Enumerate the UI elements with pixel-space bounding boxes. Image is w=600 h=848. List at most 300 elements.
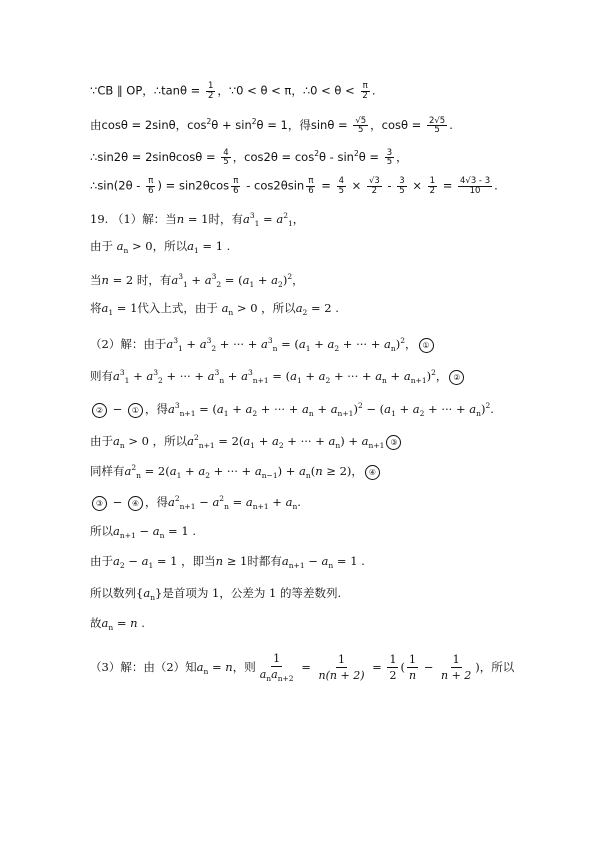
text: . bbox=[449, 118, 453, 132]
numerator: 3 bbox=[386, 147, 393, 158]
subscript: n bbox=[476, 409, 481, 418]
denominator: n + 2 bbox=[441, 669, 472, 683]
text: = 1 ，即当 bbox=[153, 554, 216, 568]
var: a bbox=[167, 495, 175, 509]
text: = bbox=[297, 659, 315, 674]
text: > 0，所以 bbox=[128, 239, 188, 253]
text: − bbox=[109, 402, 126, 416]
text: = 2( bbox=[214, 434, 244, 448]
var: a bbox=[204, 273, 212, 287]
fraction bbox=[439, 654, 473, 681]
text: ) bbox=[282, 273, 288, 287]
subscript: 2 bbox=[216, 280, 222, 289]
var: a bbox=[241, 369, 248, 383]
fraction bbox=[367, 177, 382, 195]
text: + bbox=[129, 369, 147, 383]
fraction bbox=[206, 82, 215, 100]
text: = bbox=[228, 495, 246, 509]
subscript: n−1 bbox=[261, 471, 278, 480]
subscript: 2 bbox=[278, 441, 284, 450]
var: a bbox=[113, 434, 120, 448]
text: 将 bbox=[90, 301, 102, 315]
var: a bbox=[216, 402, 224, 416]
numerator: π bbox=[308, 176, 314, 186]
subscript: 1 bbox=[124, 376, 130, 385]
subscript: 1 bbox=[148, 561, 154, 570]
var: a bbox=[116, 239, 124, 253]
subscript: 2 bbox=[205, 471, 210, 480]
subscript: n bbox=[390, 344, 396, 353]
var: a bbox=[272, 434, 279, 448]
exponent: 2 bbox=[283, 211, 288, 220]
var: a bbox=[328, 434, 336, 448]
exponent: 2 bbox=[357, 401, 363, 410]
exponent: 3 bbox=[249, 211, 255, 220]
text: + bbox=[181, 464, 199, 478]
text: = 2 时，有 bbox=[108, 273, 172, 287]
text: + bbox=[228, 402, 246, 416]
exponent: 2 bbox=[251, 117, 257, 126]
text: θ + sin bbox=[211, 118, 252, 132]
text: = bbox=[439, 178, 456, 193]
fraction bbox=[317, 654, 367, 681]
text: − bbox=[109, 495, 126, 509]
subscript: n+1 bbox=[179, 409, 196, 418]
var: a bbox=[245, 402, 253, 416]
fraction bbox=[428, 177, 437, 195]
exponent: 3 bbox=[267, 336, 273, 345]
denominator: 5 bbox=[223, 157, 229, 167]
exponent: 3 bbox=[178, 272, 183, 281]
var: a bbox=[187, 434, 194, 448]
exponent: 3 bbox=[247, 368, 253, 377]
var: a bbox=[299, 464, 306, 478]
text: )，所以 bbox=[475, 659, 515, 674]
subscript: 1 bbox=[177, 344, 183, 353]
subscript: 1 bbox=[287, 219, 293, 228]
text: 所以数列 bbox=[90, 586, 136, 600]
fraction bbox=[385, 149, 394, 167]
subscript: n+1 bbox=[179, 502, 196, 511]
text: . bbox=[297, 495, 301, 509]
exponent: 3 bbox=[119, 368, 125, 377]
denominator: 5 bbox=[399, 185, 405, 196]
fraction bbox=[458, 177, 492, 195]
text: ，得 bbox=[144, 402, 168, 416]
line-7 bbox=[90, 269, 304, 293]
var: a bbox=[146, 369, 154, 383]
subscript: 1 bbox=[182, 280, 188, 289]
subscript: 2 bbox=[211, 344, 217, 353]
subscript: n+1 bbox=[198, 441, 215, 450]
numerator: 1 bbox=[389, 653, 397, 667]
numerator: 1 bbox=[207, 81, 214, 91]
var: a bbox=[318, 369, 326, 383]
subscript: 2 bbox=[419, 409, 425, 418]
numerator: 4√3 - 3 bbox=[460, 176, 491, 186]
text: ) bbox=[353, 402, 358, 416]
exponent: 2 bbox=[174, 494, 180, 503]
subscript: 1 bbox=[305, 344, 311, 353]
line-16 bbox=[90, 553, 365, 574]
text: 由于 bbox=[90, 434, 113, 448]
subscript: 2 bbox=[158, 376, 163, 385]
denominator: 5 bbox=[358, 125, 364, 135]
text: − bbox=[420, 659, 437, 674]
text: ，∵0 < θ < π，∴0 < θ < bbox=[217, 83, 359, 98]
text: − bbox=[135, 524, 153, 538]
fraction bbox=[397, 177, 406, 195]
var: a bbox=[243, 434, 251, 448]
brace: } bbox=[155, 586, 163, 600]
var: a bbox=[113, 524, 120, 538]
text: > 0 ，所以 bbox=[233, 301, 296, 315]
text: . bbox=[371, 83, 376, 98]
text: + ··· + bbox=[209, 464, 255, 478]
var: a bbox=[412, 402, 420, 416]
text: − ( bbox=[362, 402, 385, 416]
numerator: π bbox=[233, 176, 239, 186]
text: 同样有 bbox=[90, 464, 125, 478]
subscript: 1 bbox=[108, 308, 114, 317]
subscript: n bbox=[308, 409, 314, 418]
exponent: 2 bbox=[353, 149, 359, 158]
text: ， bbox=[396, 150, 408, 164]
var: a bbox=[281, 554, 289, 568]
subscript: 2 bbox=[278, 280, 283, 289]
numerator: π bbox=[148, 176, 154, 186]
text: + bbox=[187, 273, 205, 287]
subscript: n bbox=[119, 441, 125, 450]
line-19 bbox=[90, 653, 514, 683]
text: ( bbox=[310, 464, 316, 478]
var: a bbox=[221, 301, 229, 315]
var: a bbox=[261, 337, 268, 351]
var: a bbox=[169, 464, 177, 478]
text: ) + bbox=[277, 464, 300, 478]
text: − bbox=[304, 554, 322, 568]
text: - cos2θsin bbox=[242, 178, 305, 193]
text: = ( bbox=[277, 337, 299, 351]
text: + ··· + bbox=[330, 369, 376, 383]
subscript: n bbox=[266, 674, 272, 683]
text: × bbox=[408, 178, 426, 193]
var: a bbox=[271, 273, 279, 287]
text: = 2 . bbox=[307, 301, 339, 315]
subscript: n bbox=[108, 623, 114, 632]
subscript: n bbox=[335, 441, 341, 450]
var: a bbox=[254, 464, 262, 478]
exponent: 2 bbox=[485, 401, 491, 410]
exponent: 3 bbox=[174, 401, 180, 410]
var: n bbox=[225, 659, 233, 674]
fraction bbox=[353, 117, 368, 135]
text: （3）解：由（2）知 bbox=[90, 659, 197, 674]
text: ， bbox=[292, 212, 305, 226]
var: a bbox=[271, 668, 278, 681]
subscript: n bbox=[272, 344, 278, 353]
exponent: 2 bbox=[131, 463, 137, 472]
text: 故 bbox=[90, 616, 102, 630]
text: + bbox=[255, 434, 272, 448]
var: a bbox=[298, 337, 306, 351]
var: a bbox=[361, 434, 369, 448]
var: a bbox=[167, 402, 175, 416]
subscript: 2 bbox=[119, 561, 125, 570]
fraction bbox=[258, 653, 296, 683]
text: ， bbox=[435, 369, 448, 383]
text: + bbox=[386, 369, 404, 383]
subscript: n bbox=[219, 376, 225, 385]
var: a bbox=[101, 301, 109, 315]
line-17 bbox=[90, 585, 341, 606]
text: > 0 ，所以 bbox=[124, 434, 188, 448]
var: n bbox=[315, 464, 323, 478]
text: + ··· + bbox=[424, 402, 470, 416]
numerator: 1 bbox=[409, 653, 416, 667]
var: n bbox=[215, 554, 224, 568]
var: a bbox=[113, 369, 120, 383]
denominator: n(n + 2) bbox=[318, 669, 365, 683]
denominator: 6 bbox=[308, 185, 314, 196]
text: = bbox=[208, 659, 226, 674]
exponent: 2 bbox=[219, 494, 225, 503]
denominator: 5 bbox=[338, 185, 344, 196]
line-13 bbox=[90, 460, 382, 484]
var: n bbox=[130, 616, 138, 630]
var: n bbox=[101, 273, 109, 287]
text: + ··· + bbox=[257, 402, 303, 416]
line-14 bbox=[90, 491, 301, 515]
line-11 bbox=[90, 398, 494, 422]
circled-number: ③ bbox=[92, 496, 107, 511]
text: = 1 . bbox=[164, 524, 196, 538]
text: + bbox=[254, 273, 272, 287]
line-2 bbox=[90, 114, 453, 135]
var: a bbox=[384, 337, 391, 351]
subscript: 1 bbox=[176, 471, 182, 480]
exponent: 3 bbox=[153, 368, 159, 377]
var: a bbox=[152, 524, 160, 538]
brace: { bbox=[136, 586, 144, 600]
text: ( bbox=[400, 659, 405, 674]
fraction bbox=[221, 149, 230, 167]
var: a bbox=[242, 212, 250, 226]
subscript: 1 bbox=[254, 219, 260, 228]
subscript: 2 bbox=[334, 344, 340, 353]
text: 由cosθ = 2sinθ，cos bbox=[90, 118, 207, 132]
text: 19. （1）解：当 bbox=[90, 212, 177, 226]
fraction bbox=[407, 654, 418, 681]
subscript: n+1 bbox=[410, 376, 427, 385]
denominator: 2 bbox=[389, 669, 397, 683]
subscript: 1 bbox=[193, 246, 199, 255]
text: ≥ 1时都有 bbox=[223, 554, 282, 568]
numerator: 1 bbox=[273, 652, 281, 665]
var: a bbox=[327, 337, 335, 351]
circled-number: ③ bbox=[386, 435, 401, 450]
var: a bbox=[330, 402, 338, 416]
subscript: n+1 bbox=[337, 409, 354, 418]
text: . bbox=[490, 402, 494, 416]
text: + ··· + bbox=[216, 337, 261, 351]
line-15 bbox=[90, 523, 196, 544]
var: a bbox=[141, 554, 149, 568]
var: a bbox=[245, 495, 253, 509]
line-6 bbox=[90, 238, 230, 259]
exponent: 3 bbox=[173, 336, 178, 345]
text: − bbox=[195, 495, 213, 509]
text: ， bbox=[292, 273, 304, 287]
denominator: 5 bbox=[434, 125, 440, 135]
text: × bbox=[348, 178, 365, 193]
subscript: n+1 bbox=[252, 376, 269, 385]
text: ∵CB ∥ OP，∴tanθ = bbox=[90, 83, 204, 98]
text: + bbox=[182, 337, 200, 351]
var: a bbox=[242, 273, 250, 287]
text: θ = 1，得sinθ = bbox=[256, 118, 352, 132]
var: a bbox=[302, 402, 309, 416]
var: a bbox=[403, 369, 411, 383]
circled-number: ④ bbox=[128, 496, 143, 511]
line-9 bbox=[90, 333, 436, 357]
exponent: 2 bbox=[400, 336, 406, 345]
text: + bbox=[395, 402, 413, 416]
fraction bbox=[306, 177, 315, 195]
text: = 1代入上式，由于 bbox=[113, 301, 222, 315]
line-5 bbox=[90, 208, 304, 232]
text: = 1时，有 bbox=[184, 212, 243, 226]
subscript: n+2 bbox=[277, 674, 294, 683]
fraction bbox=[146, 177, 155, 195]
fraction bbox=[387, 654, 398, 681]
numerator: 1 bbox=[452, 653, 460, 667]
subscript: 1 bbox=[249, 280, 255, 289]
var: a bbox=[285, 495, 293, 509]
exponent: 3 bbox=[211, 272, 217, 281]
subscript: n bbox=[159, 531, 165, 540]
exponent: 2 bbox=[287, 272, 293, 281]
var: a bbox=[199, 337, 207, 351]
text: θ - sin bbox=[318, 150, 354, 164]
line-1 bbox=[90, 82, 376, 100]
text: ，cosθ = bbox=[370, 118, 425, 132]
fraction bbox=[427, 117, 447, 135]
subscript: n bbox=[136, 471, 141, 480]
denominator: n bbox=[408, 669, 417, 683]
text: 由于 bbox=[90, 239, 117, 253]
numerator: 1 bbox=[429, 176, 436, 186]
exponent: 2 bbox=[431, 368, 436, 377]
subscript: n+1 bbox=[288, 561, 305, 570]
var: a bbox=[101, 616, 109, 630]
var: a bbox=[321, 554, 329, 568]
denominator: 2 bbox=[362, 90, 368, 101]
text: ) + bbox=[340, 434, 362, 448]
fraction bbox=[337, 177, 346, 195]
exponent: 2 bbox=[193, 433, 199, 442]
text: + bbox=[313, 402, 331, 416]
text: = bbox=[368, 659, 386, 674]
text: = ( bbox=[268, 369, 291, 383]
text: + ··· + bbox=[339, 337, 385, 351]
var: a bbox=[375, 369, 383, 383]
subscript: n bbox=[123, 246, 129, 255]
subscript: n bbox=[328, 561, 334, 570]
subscript: n+1 bbox=[252, 502, 269, 511]
text: + bbox=[268, 495, 286, 509]
line-12 bbox=[90, 430, 403, 454]
text: + bbox=[301, 369, 319, 383]
text: - bbox=[383, 178, 396, 193]
subscript: n bbox=[150, 593, 156, 602]
var: a bbox=[196, 659, 204, 674]
circled-number: ② bbox=[449, 370, 464, 385]
text: = 2( bbox=[140, 464, 170, 478]
text: . bbox=[494, 178, 498, 193]
numerator: 2√5 bbox=[428, 115, 446, 126]
circled-number: ① bbox=[128, 403, 143, 418]
subscript: 2 bbox=[325, 376, 331, 385]
exponent: 2 bbox=[314, 149, 319, 158]
var: a bbox=[276, 212, 284, 226]
denominator bbox=[258, 667, 296, 683]
text: ，cos2θ = cos bbox=[232, 150, 315, 164]
var: a bbox=[469, 402, 477, 416]
var: a bbox=[295, 301, 303, 315]
var: a bbox=[198, 464, 206, 478]
denominator: 10 bbox=[469, 185, 481, 196]
text: 当 bbox=[90, 273, 102, 287]
exponent: 2 bbox=[206, 117, 212, 126]
subscript: n+1 bbox=[119, 531, 136, 540]
var: a bbox=[212, 495, 220, 509]
text: = 1 . bbox=[198, 239, 231, 253]
line-3 bbox=[90, 146, 408, 167]
text: = bbox=[259, 212, 277, 226]
text: ∴sin2θ = 2sinθcosθ = bbox=[90, 150, 220, 164]
text: ≥ 2)， bbox=[322, 464, 363, 478]
denominator: 2 bbox=[429, 185, 436, 196]
text: ) bbox=[426, 369, 432, 383]
denominator: 6 bbox=[148, 185, 154, 196]
subscript: 1 bbox=[250, 441, 256, 450]
circled-number: ④ bbox=[365, 465, 380, 480]
line-8 bbox=[90, 300, 339, 321]
text: − bbox=[124, 554, 142, 568]
subscript: n bbox=[203, 666, 209, 676]
var: a bbox=[290, 369, 297, 383]
text: ) = sin2θcos bbox=[157, 178, 230, 193]
text: ，则 bbox=[232, 659, 256, 674]
denominator: 5 bbox=[386, 157, 393, 167]
text: ，得 bbox=[144, 495, 168, 509]
subscript: 1 bbox=[223, 409, 229, 418]
numerator: 4 bbox=[223, 147, 229, 158]
text: ) bbox=[395, 337, 401, 351]
text: ) bbox=[480, 402, 486, 416]
var: a bbox=[384, 402, 392, 416]
text: = bbox=[317, 178, 335, 193]
subscript: n+1 bbox=[368, 441, 385, 450]
subscript: 1 bbox=[391, 409, 396, 418]
circled-number: ① bbox=[419, 338, 434, 353]
text: + bbox=[310, 337, 328, 351]
line-18 bbox=[90, 615, 145, 636]
numerator: √5 bbox=[355, 115, 367, 126]
text: + ··· + bbox=[283, 434, 329, 448]
subscript: n bbox=[382, 376, 387, 385]
